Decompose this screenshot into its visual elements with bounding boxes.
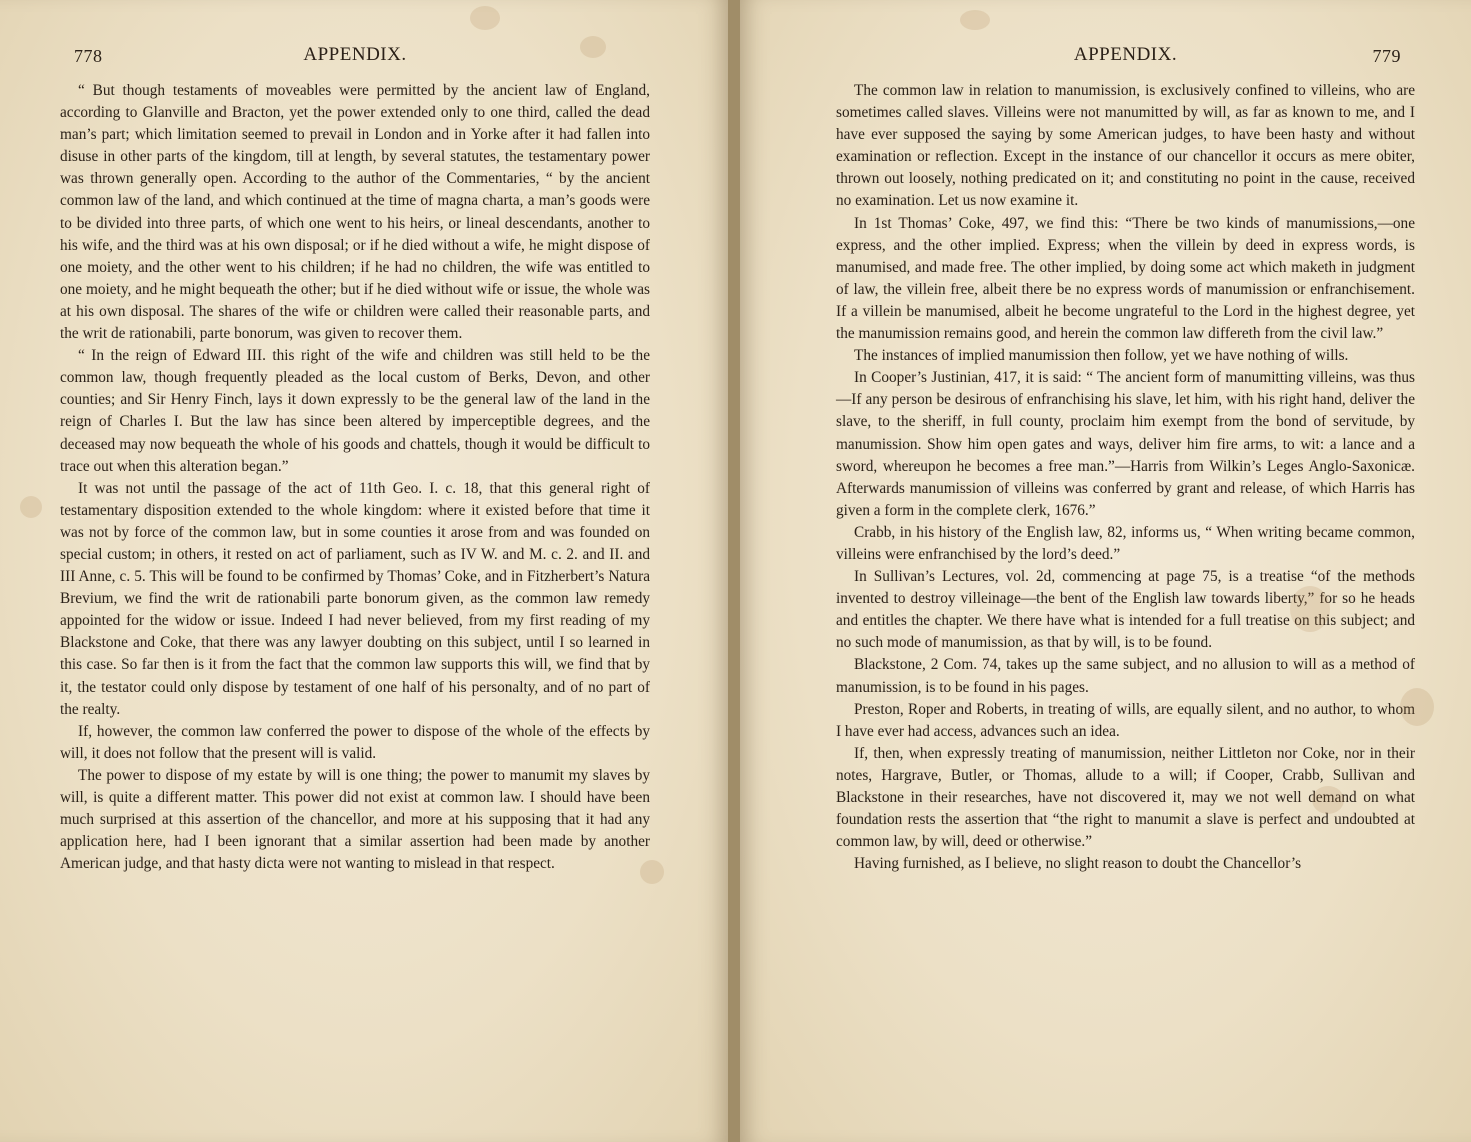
running-head: APPENDIX. [1073,44,1178,65]
paragraph: Blackstone, 2 Com. 74, takes up the same subject, and no allusion to will as a method of manumission, is to be found in his pages. [836,656,1415,696]
right-page-header [836,36,1415,72]
paragraph: The instances of implied manumission then follow, yet we have nothing of wills. [854,347,1349,365]
paragraph: If, however, the common law conferred the power to dispose of the whole of the effects by will, it does not follow that the present will is valid. [60,722,650,762]
page-number: 778 [74,46,103,66]
paragraph: In Sullivan’s Lectures, vol. 2d, commencing at page 75, is a treatise “of the methods invented to destroy villeinage—the bent of the English law towards liberty,” for so he heads and entitles the chapter. We there have what is intended for a full treatise on this subject; and no such mode of manumission, as that by will, is to be found. [836,568,1415,652]
page-number: 779 [1372,46,1401,66]
paragraph: Preston, Roper and Roberts, in treating of wills, are equally silent, and no author, to whom I have ever had access, advances such an idea. [836,700,1415,740]
paragraph: In Cooper’s Justinian, 417, it is said: “ The ancient form of manumitting villeins, was thus—If any person be desirous of enfranchising his slave, let him, with his right hand, deliver the slave, to the sheriff, in full county, proclaim him exempt from the bond of servitude, by manumission. Show him open gates and ways, deliver him fire arms, to wit: a lance and a sword, whereupon he becomes a free man.”—Harris from Wilkin’s Leges Anglo-Saxonicæ. Afterwards manumission of villeins was conferred by grant and release, of which Harris has given a form in the complete clerk, 1676.” [836,369,1415,519]
paragraph: Crabb, in his history of the English law, 82, informs us, “ When writing became common, villeins were enfranchised by the lord’s deed.” [836,523,1415,563]
book-gutter [728,0,740,1142]
paragraph: Having furnished, as I believe, no slight reason to doubt the Chancellor’s [854,855,1302,873]
right-page [740,0,1471,1142]
left-page-body [60,80,650,875]
left-page-header [60,36,650,72]
paragraph: “ In the reign of Edward III. this right of the wife and children was still held to be the common law, though frequently pleaded as the local custom of Berks, Devon, and other counties; and Sir Henry Finch, lays it down expressly to be the general law of the land in the reign of Charles I. But the law has since been altered by imperceptible degrees, and the deceased may now bequeath the whole of his goods and chattels, though it would be difficult to trace out when this alteration began.” [60,347,650,475]
paragraph: In 1st Thomas’ Coke, 497, we find this: “There be two kinds of manumissions,—one express, and the other implied. Express; when the villein by deed in express words, is manumised, and made free. The other implied, by doing some act which maketh in judgment of law, the villein free, albeit there be no express words of manumission or enfranchisement. If a villein be manumised, albeit he become ungrateful to the Lord in the highest degree, yet the manumission remains good, and herein the common law differeth from the civil law.” [836,214,1415,343]
left-page [0,0,728,1142]
running-head: APPENDIX. [303,44,407,65]
right-page-body [836,80,1415,875]
paragraph: The power to dispose of my estate by will is one thing; the power to manumit my slaves by will, is quite a different matter. This power did not exist at common law. I should have been much surprised at this assertion of the chancellor, and more at his supposing that it had any application here, had I been ignorant that a similar assertion had been made by another American judge, and that hasty dicta were not wanting to mislead in that respect. [60,766,650,873]
paragraph: If, then, when expressly treating of manumission, neither Littleton nor Coke, nor in their notes, Hargrave, Butler, or Thomas, allude to a will; if Cooper, Crabb, Sullivan and Blackstone in their researches, have not discovered it, may we not well demand on what foundation rests the assertion that “the right to manumit a slave is perfect and undoubted at common law, by will, deed or otherwise.” [836,744,1415,851]
paragraph: It was not until the passage of the act of 11th Geo. I. c. 18, that this general right of testamentary disposition extended to the whole kingdom: where it existed before that time it was not by force of the common law, but in some counties it arose from and was founded on special custom; in others, it rested on act of parliament, such as IV W. and M. c. 2. and II. and III Anne, c. 5. This will be found to be confirmed by Thomas’ Coke, and in Fitzherbert’s Natura Brevium, we find the writ de rationabili parte bonorum given, as the common law remedy appointed for the widow or issue. Indeed I had never believed, from my first reading of my Blackstone and Coke, that there was any lawyer doubting on this subject, until I so learned in this case. So far then is it from the fact that the common law supports this will, we find that by it, the testator could only dispose by testament of one half of his personalty, and of no part of the realty. [60,479,650,718]
paragraph: “ But though testaments of moveables were permitted by the ancient law of England, according to Glanville and Bracton, yet the power extended only to one third, called the dead man’s part; which limitation seemed to prevail in London and in Yorke after it had fallen into disuse in other parts of the kingdom, till at length, by several statutes, the testamentary power was thrown generally open. According to the author of the Commentaries, “ by the ancient common law of the land, and which continued at the time of magna charta, a man’s goods were to be divided into three parts, of which one went to his heirs, or lineal descendants, another to his wife, and the third was at his own disposal; or if he died without a wife, he might dispose of one moiety, and the other went to his children; if he had no children, the wife was entitled to one moiety, and he might bequeath the other; but if he died without wife or issue, the whole was at his own disposal. The shares of the wife or children were called their reasonable parts, and the writ de rationabili, parte bonorum, was given to recover them. [60,82,650,343]
paragraph: The common law in relation to manumission, is exclusively confined to villeins, who are sometimes called slaves. Villeins were not manumitted by will, as far as known to me, and I have ever supposed the saying by some American judges, to have been hasty and without examination or reflection. Except in the instance of our chancellor it occurs as mere obiter, thrown out loosely, nothing predicated on it; and constituting no point in the cause, received no examination. Let us now examine it. [836,82,1415,210]
